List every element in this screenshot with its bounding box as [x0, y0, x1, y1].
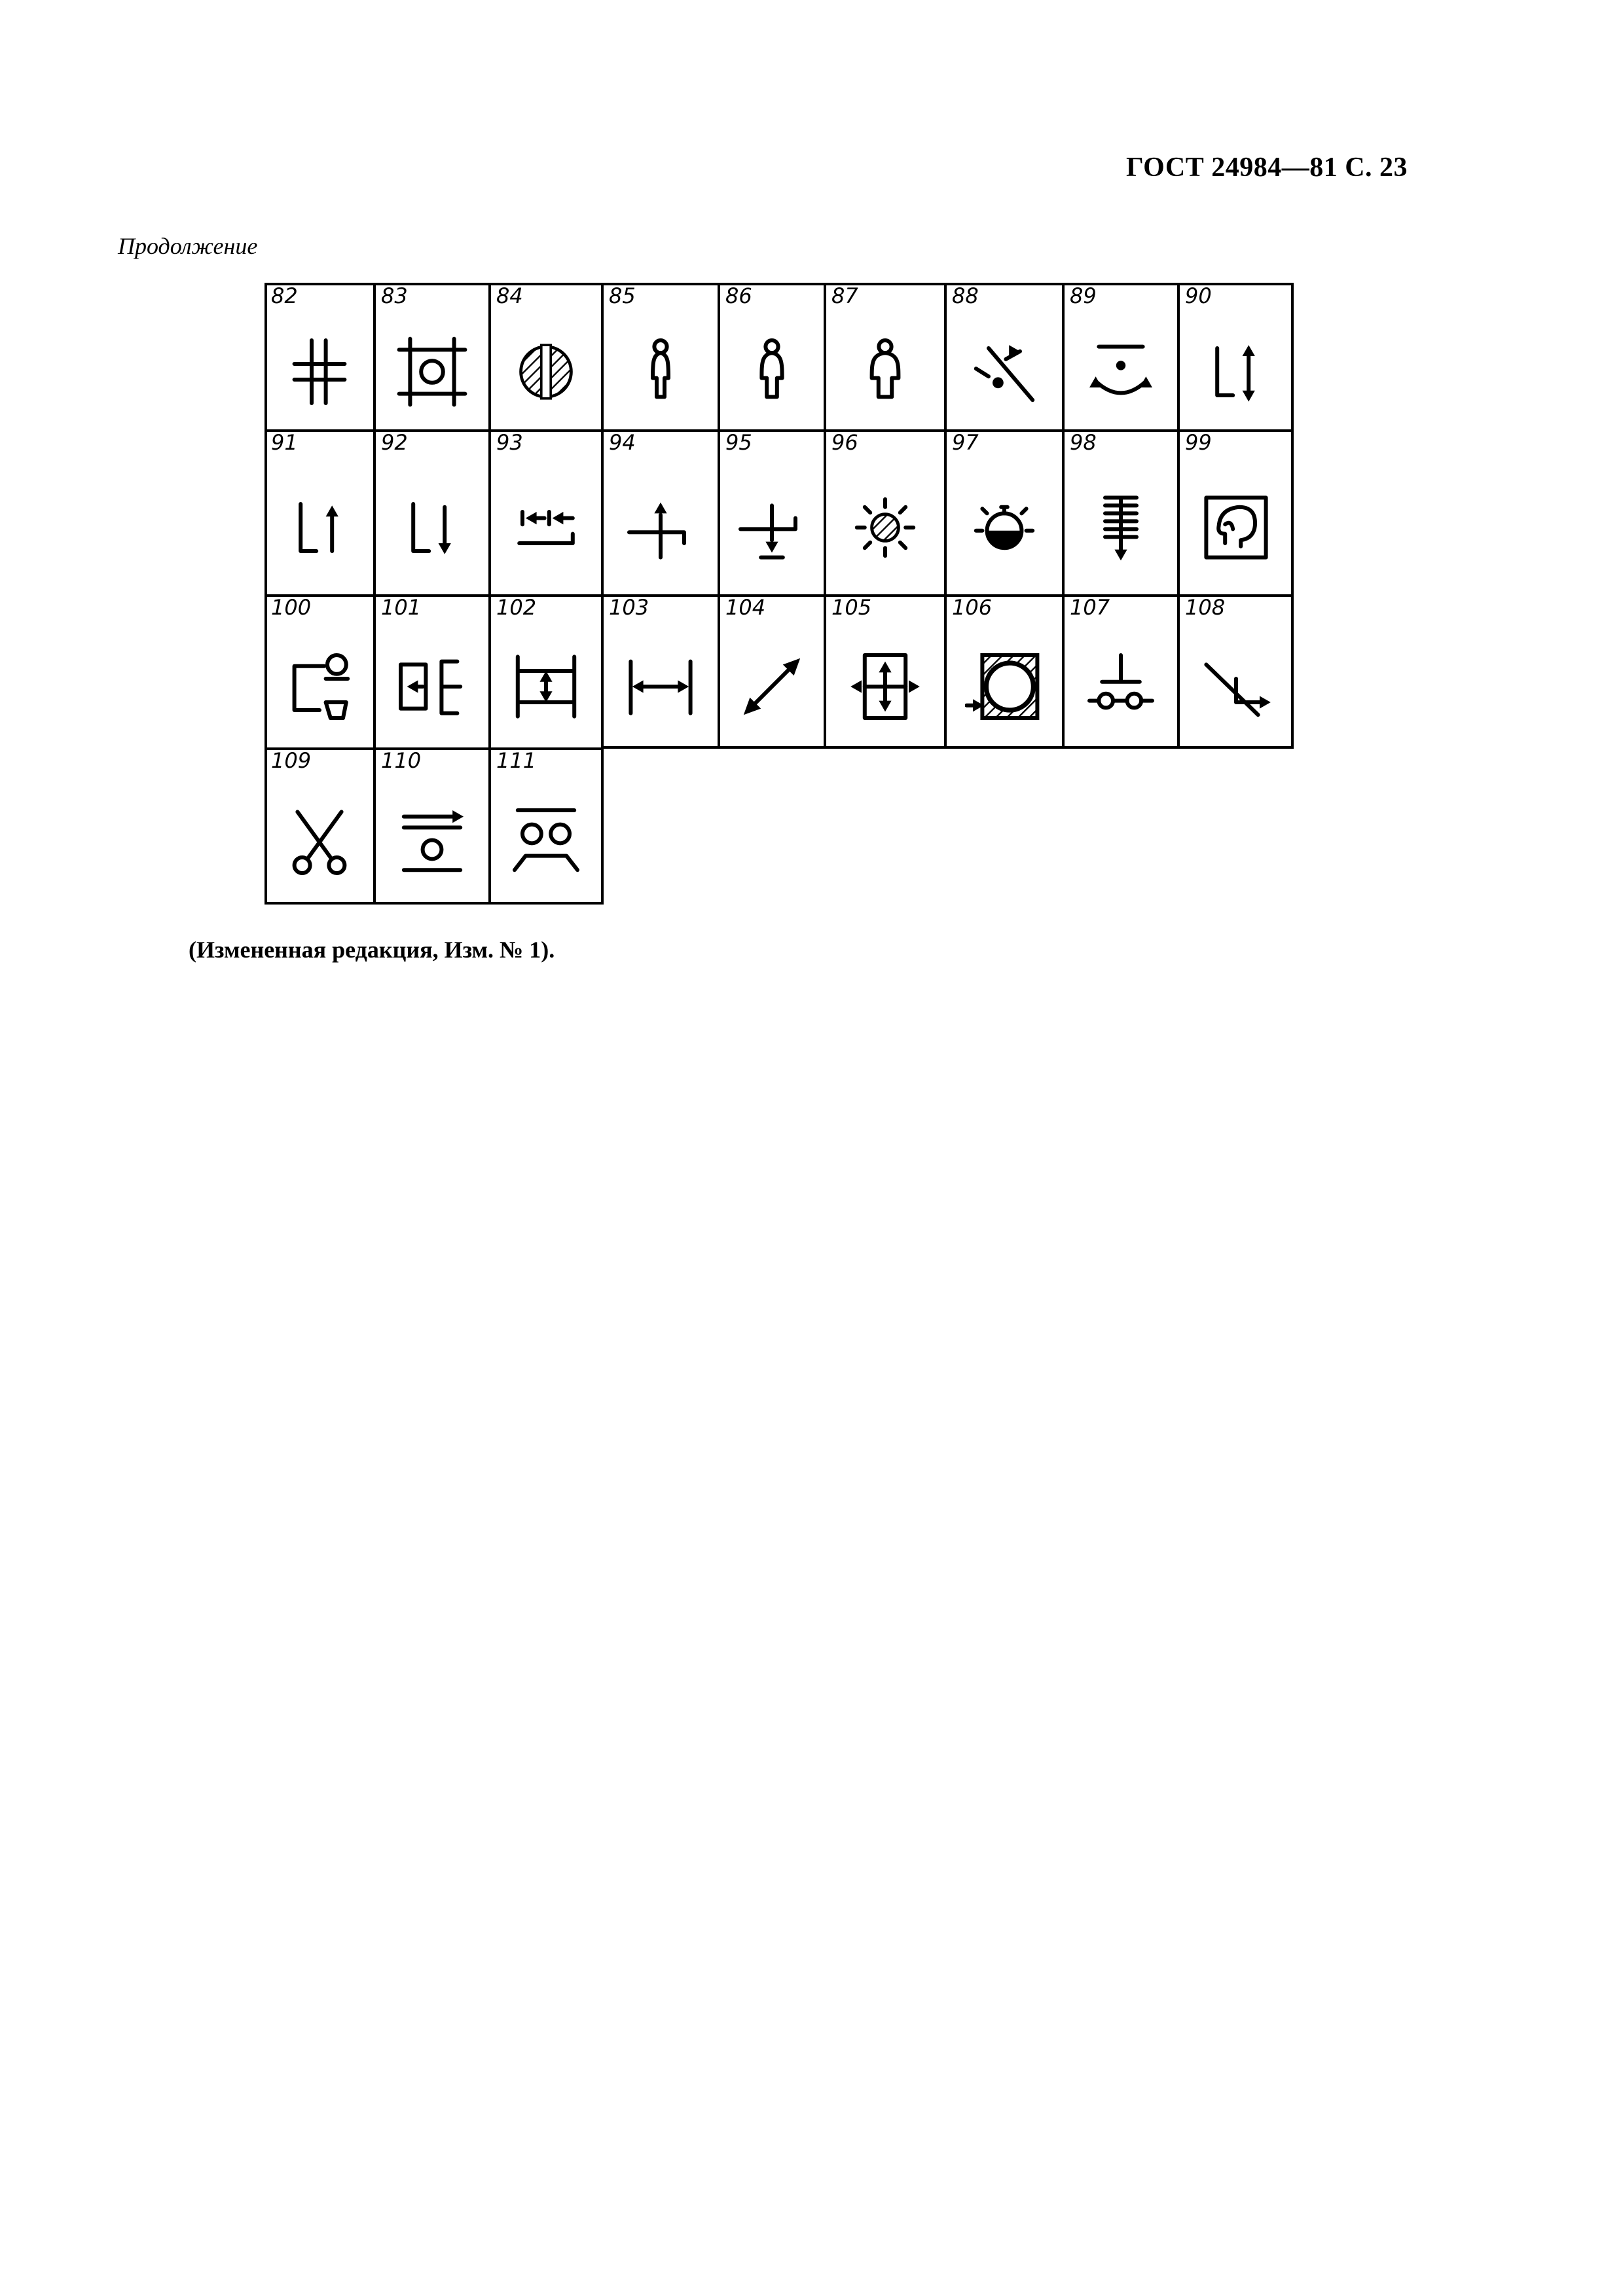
symbol-number: 111	[496, 748, 537, 773]
symbol-cell-107	[1063, 594, 1178, 747]
symbol-cell-111	[490, 747, 602, 905]
symbol-number: 107	[1070, 595, 1110, 620]
symbol-number: 99	[1185, 430, 1212, 455]
symbol-number: 98	[1070, 430, 1097, 455]
two-circles-over-base-icon	[507, 802, 585, 881]
hatched-square-circle-icon	[965, 647, 1044, 726]
framed-circle-icon	[393, 332, 471, 411]
diagonal-double-arrow-icon	[733, 647, 811, 726]
symbol-number: 86	[725, 283, 752, 308]
symbol-cell-85	[602, 283, 719, 429]
symbol-cell-95	[719, 429, 825, 594]
symbol-cell-106	[945, 594, 1063, 747]
continuation-label: Продолжение	[118, 233, 258, 259]
symbol-number: 89	[1070, 283, 1097, 308]
corner-arrow-down-icon	[393, 488, 471, 567]
symbol-number: 101	[381, 595, 422, 620]
symbol-number: 84	[496, 283, 523, 308]
curved-arrow-dot-icon	[1082, 332, 1160, 411]
symbol-number: 103	[609, 595, 649, 620]
symbol-number: 105	[831, 595, 872, 620]
symbol-cell-84	[490, 283, 602, 429]
corner-arrow-up-icon	[280, 488, 359, 567]
symbol-cell-92	[374, 429, 490, 594]
bracket-circle-shield-icon	[280, 647, 359, 726]
box-arrow-left-bracket-icon	[393, 647, 471, 726]
symbol-cell-102	[490, 594, 602, 747]
two-circles-stem-icon	[1082, 647, 1160, 726]
symbol-number: 92	[381, 430, 408, 455]
symbol-cell-91	[264, 429, 374, 594]
symbol-number: 91	[271, 430, 298, 455]
symbol-number: 96	[831, 430, 858, 455]
corner-double-arrow-icon	[1197, 332, 1275, 411]
arrows-inward-bar-icon	[507, 488, 585, 567]
symbol-cell-97	[945, 429, 1063, 594]
symbol-number: 100	[271, 595, 312, 620]
symbol-cell-108	[1178, 594, 1294, 747]
symbol-number: 108	[1185, 595, 1226, 620]
arrow-over-circle-lines-icon	[393, 802, 471, 881]
symbol-cell-90	[1178, 283, 1294, 429]
symbol-number: 109	[271, 748, 312, 773]
scissors-icon	[280, 802, 359, 881]
symbol-table	[264, 283, 1294, 905]
symbol-cell-82	[264, 283, 374, 429]
dot-and-arrow-line-icon	[965, 332, 1044, 411]
person-outline-icon	[621, 332, 700, 411]
symbol-number: 104	[725, 595, 766, 620]
symbol-number: 82	[271, 283, 298, 308]
stacked-lines-arrow-down-icon	[1082, 488, 1160, 567]
hatched-circle-rays-icon	[846, 488, 924, 567]
hatched-split-circle-icon	[507, 332, 585, 411]
symbol-cell-100	[264, 594, 374, 747]
symbol-number: 95	[725, 430, 752, 455]
symbol-cell-104	[719, 594, 825, 747]
symbol-cell-96	[825, 429, 945, 594]
framed-head-profile-icon	[1197, 488, 1275, 567]
symbol-cell-83	[374, 283, 490, 429]
footnote: (Измененная редакция, Изм. № 1).	[189, 937, 555, 963]
person-outline-female-icon	[733, 332, 811, 411]
symbol-cell-86	[719, 283, 825, 429]
symbol-cell-103	[602, 594, 719, 747]
symbol-number: 94	[609, 430, 636, 455]
symbol-cell-93	[490, 429, 602, 594]
symbol-number: 87	[831, 283, 858, 308]
horizontal-dimension-arrow-icon	[621, 647, 700, 726]
symbol-number: 93	[496, 430, 523, 455]
frame-vertical-arrow-icon	[507, 647, 585, 726]
symbol-cell-88	[945, 283, 1063, 429]
half-filled-circle-rays-icon	[965, 488, 1044, 567]
symbol-cell-94	[602, 429, 719, 594]
diagonal-line-arrow-right-icon	[1197, 647, 1275, 726]
symbol-cell-98	[1063, 429, 1178, 594]
symbol-number: 102	[496, 595, 537, 620]
symbol-cell-87	[825, 283, 945, 429]
symbol-cell-101	[374, 594, 490, 747]
symbol-number: 110	[381, 748, 422, 773]
symbol-number: 97	[952, 430, 979, 455]
symbol-number: 85	[609, 283, 636, 308]
symbol-cell-99	[1178, 429, 1294, 594]
symbol-cell-110	[374, 747, 490, 905]
symbol-number: 106	[952, 595, 993, 620]
box-four-way-arrow-icon	[846, 647, 924, 726]
symbol-cell-89	[1063, 283, 1178, 429]
page-header: ГОСТ 24984—81 С. 23	[1126, 152, 1408, 183]
symbol-cell-109	[264, 747, 374, 905]
arrow-up-from-line-icon	[621, 488, 700, 567]
symbol-cell-105	[825, 594, 945, 747]
arrow-down-to-line-icon	[733, 488, 811, 567]
symbol-number: 88	[952, 283, 979, 308]
symbol-number: 83	[381, 283, 408, 308]
grid-hash-icon	[280, 332, 359, 411]
symbol-number: 90	[1185, 283, 1212, 308]
person-outline-wide-icon	[846, 332, 924, 411]
